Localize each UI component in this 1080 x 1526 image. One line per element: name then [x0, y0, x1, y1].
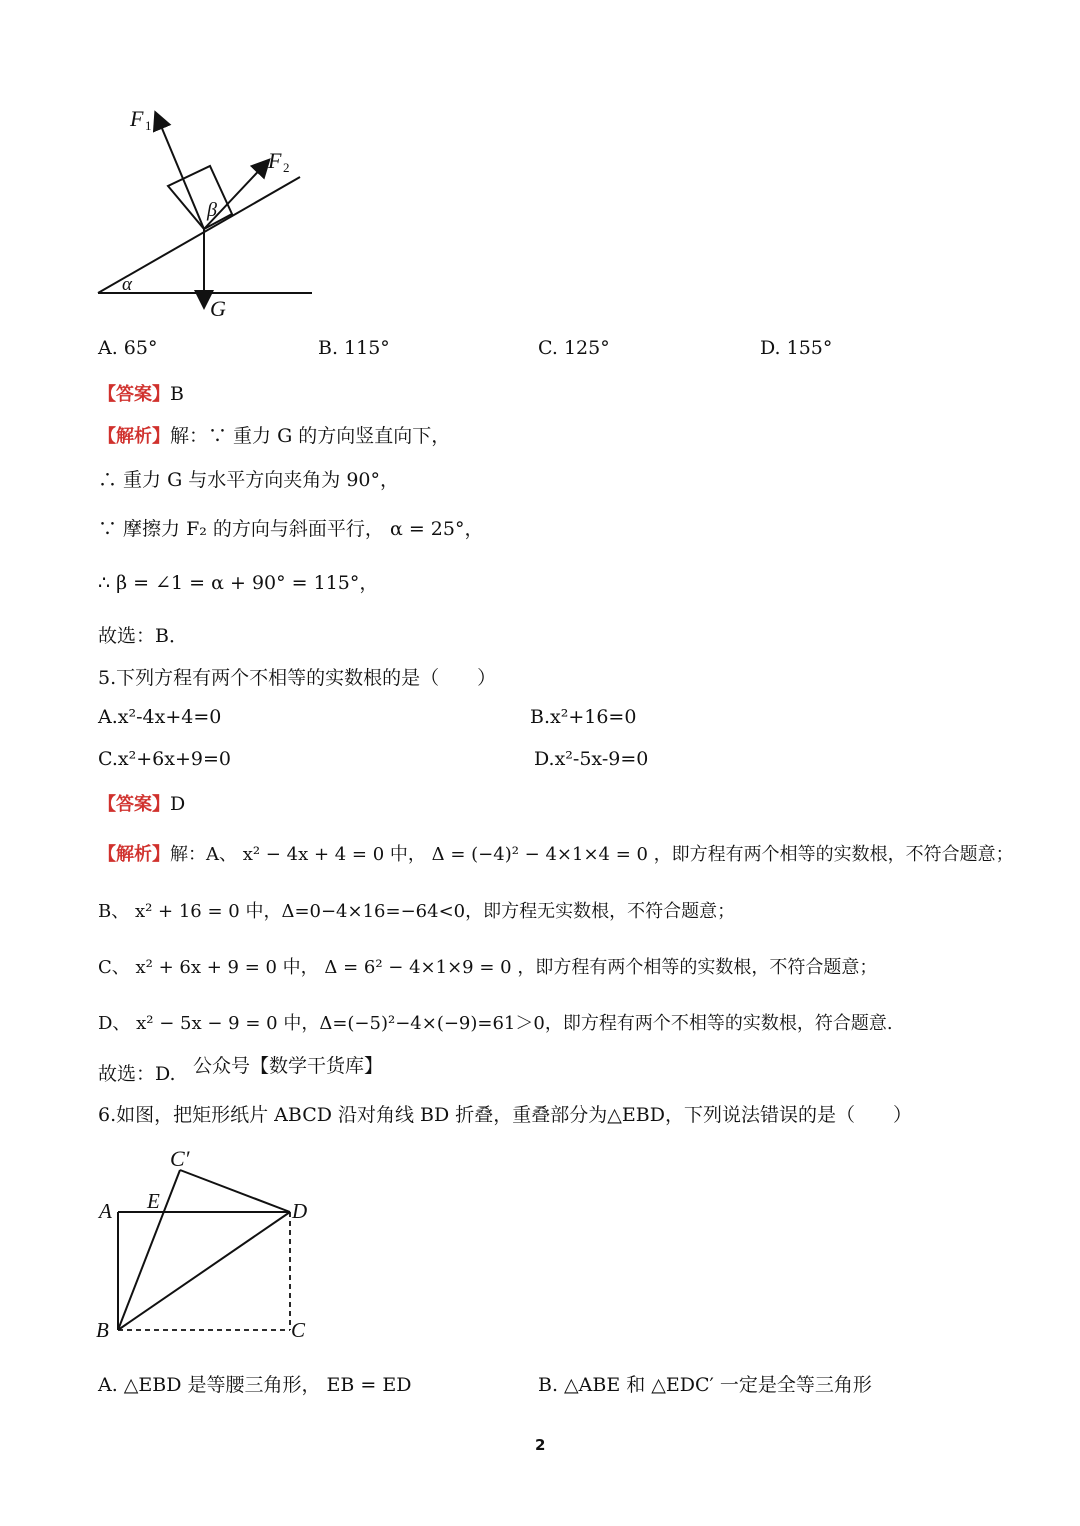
q6-option-a: A. △EBD 是等腰三角形， EB = ED — [98, 1374, 412, 1396]
analysis-line-4: ∴ β = ∠1 = α + 90° = 115°， — [98, 572, 379, 594]
q5-option-a: A.x²-4x+4=0 — [98, 706, 222, 728]
force-diagram — [0, 0, 340, 330]
q5-analysis-line-3: C、 x² + 6x + 9 = 0 中， Δ = 6² − 4×1×9 = 0 ，即方程有两个相等的实数根，不符合题意； — [98, 957, 878, 978]
page-number: 2 — [535, 1436, 546, 1454]
label-b: B — [96, 1318, 109, 1342]
label-e: E — [147, 1189, 160, 1213]
label-a: A — [99, 1199, 112, 1223]
option-a: A. 65° — [98, 337, 158, 359]
analysis-text: 解：∵ 重力 G 的方向竖直向下， — [170, 425, 451, 447]
option-d: D. 155° — [760, 337, 833, 359]
label-d: D — [292, 1199, 308, 1223]
analysis-line-1 — [98, 421, 450, 448]
q6-option-b: B. △ABE 和 △EDC′ 一定是全等三角形 — [538, 1374, 872, 1396]
analysis-tag: 【解析】 — [98, 844, 170, 865]
question-6-stem: 6.如图，把矩形纸片 ABCD 沿对角线 BD 折叠，重叠部分为△EBD，下列说法错误的是（ ） — [98, 1104, 912, 1126]
q5-option-b: B.x²+16=0 — [530, 706, 637, 728]
rectangle-fold-diagram — [90, 1140, 330, 1350]
q5-option-d: D.x²-5x-9=0 — [534, 748, 649, 770]
question-5-stem: 5.下列方程有两个不相等的实数根的是（ ） — [98, 667, 497, 689]
answer-tag: 【答案】 — [98, 794, 170, 815]
analysis-text: 解：A、 x² − 4x + 4 = 0 中， Δ = (−4)² − 4×1×4 = 0 ，即方程有两个相等的实数根，不符合题意； — [170, 844, 1014, 865]
q5-analysis-line-4: D、 x² − 5x − 9 = 0 中，Δ=(−5)²−4×(−9)=61＞0，即方程有两个不相等的实数根，符合题意. — [98, 1013, 893, 1034]
diagonal-bd — [118, 1212, 290, 1330]
answer-value: D — [170, 793, 186, 815]
answer-row-q5 — [98, 790, 185, 816]
option-c: C. 125° — [538, 337, 610, 359]
label-g: G — [210, 296, 226, 321]
edge-c-prime-d — [180, 1170, 290, 1212]
analysis-tag: 【解析】 — [98, 426, 170, 447]
label-f1: F — [130, 106, 144, 131]
answer-row-q4 — [98, 380, 184, 406]
analysis-line-3: ∵ 摩擦力 F₂ 的方向与斜面平行， α = 25°， — [98, 518, 484, 540]
q5-option-c: C.x²+6x+9=0 — [98, 748, 231, 770]
choose-line-q5: 故选：D. — [98, 1063, 176, 1085]
label-alpha: α — [122, 274, 132, 295]
label-f2-sub: 2 — [283, 160, 290, 175]
answer-tag: 【答案】 — [98, 384, 170, 405]
watermark: 公众号【数学干货库】 — [193, 1055, 384, 1077]
label-c-prime: C′ — [170, 1146, 190, 1171]
label-beta: β — [207, 199, 217, 221]
choose-line-q4: 故选：B． — [98, 625, 188, 647]
analysis-line-2: ∴ 重力 G 与水平方向夹角为 90°， — [98, 469, 400, 491]
q5-analysis-line-2: B、 x² + 16 = 0 中，Δ=0−4×16=−64<0，即方程无实数根，不符合题意； — [98, 901, 736, 922]
label-c: C — [291, 1318, 306, 1342]
label-f1-sub: 1 — [145, 118, 152, 133]
label-f2: F — [268, 148, 282, 173]
q5-analysis-line-1 — [98, 840, 1014, 866]
option-b: B. 115° — [318, 337, 390, 359]
answer-value: B — [170, 383, 184, 405]
